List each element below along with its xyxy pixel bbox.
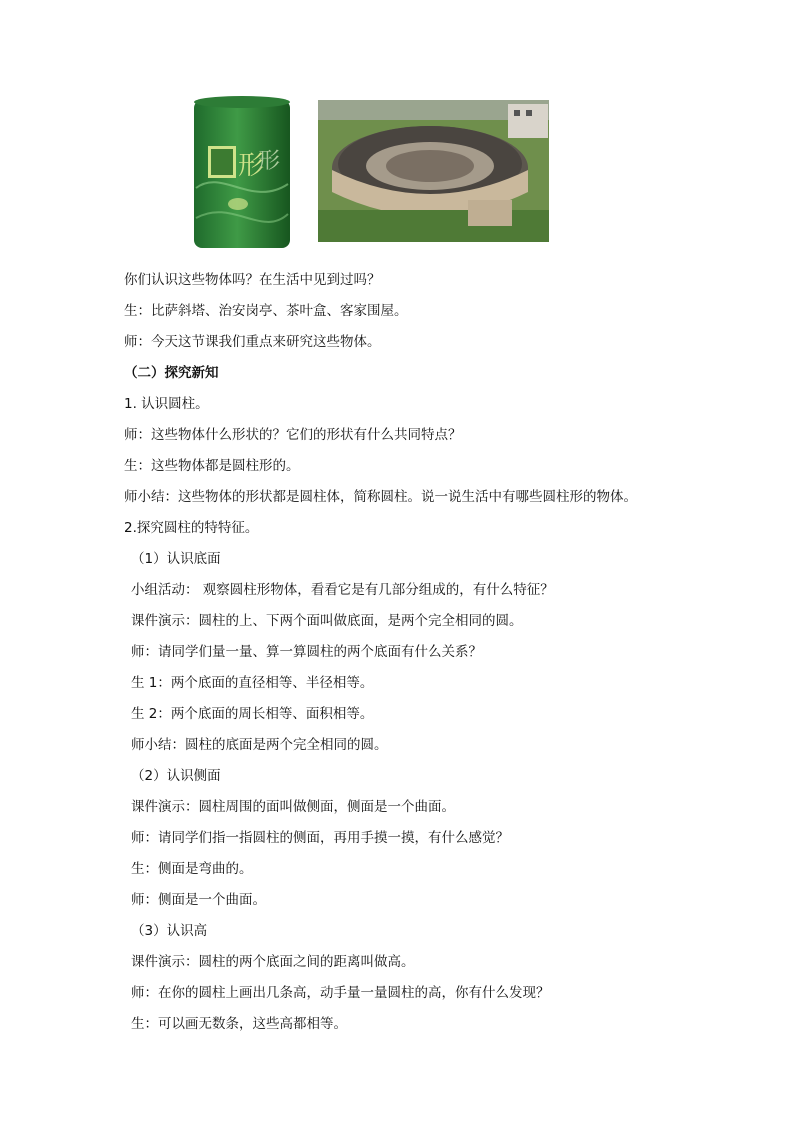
intro-teacher-line: 师：今天这节课我们重点来研究这些物体。 bbox=[124, 334, 381, 350]
intro-question: 你们认识这些物体吗？在生活中见到过吗？ bbox=[124, 272, 381, 288]
tulou-aerial-image bbox=[318, 100, 549, 242]
tea-canister-image bbox=[172, 88, 336, 254]
part1-title: （1）认识底面 bbox=[131, 551, 221, 567]
part2-title: （2）认识侧面 bbox=[131, 768, 221, 784]
part1-line: 师小结：圆柱的底面是两个完全相同的圆。 bbox=[131, 737, 388, 753]
intro-student-answer: 生：比萨斜塔、治安岗亭、茶叶盒、客家围屋。 bbox=[124, 303, 408, 319]
part1-line: 生 1：两个底面的直径相等、半径相等。 bbox=[131, 675, 374, 691]
part3-line: 课件演示：圆柱的两个底面之间的距离叫做高。 bbox=[131, 954, 415, 970]
step1-line: 师小结：这些物体的形状都是圆柱体，简称圆柱。说一说生活中有哪些圆柱形的物体。 bbox=[124, 489, 637, 505]
can-text: 形 bbox=[238, 151, 265, 181]
part1-line: 小组活动： 观察圆柱形物体，看看它是有几部分组成的，有什么特征？ bbox=[131, 582, 554, 598]
section-heading: （二）探究新知 bbox=[124, 365, 219, 381]
part2-line: 课件演示：圆柱周围的面叫做侧面，侧面是一个曲面。 bbox=[131, 799, 455, 815]
part2-line: 生：侧面是弯曲的。 bbox=[131, 861, 253, 877]
step1-title: 1. 认识圆柱。 bbox=[124, 396, 209, 412]
part3-line: 师：在你的圆柱上画出几条高，动手量一量圆柱的高，你有什么发现？ bbox=[131, 985, 550, 1001]
part1-line: 生 2：两个底面的周长相等、面积相等。 bbox=[131, 706, 374, 722]
part1-line: 师：请同学们量一量、算一算圆柱的两个底面有什么关系？ bbox=[131, 644, 482, 660]
part3-title: （3）认识高 bbox=[131, 923, 208, 939]
part2-line: 师：请同学们指一指圆柱的侧面，再用手摸一摸，有什么感觉？ bbox=[131, 830, 509, 846]
step1-line: 生：这些物体都是圆柱形的。 bbox=[124, 458, 300, 474]
part3-line: 生：可以画无数条，这些高都相等。 bbox=[131, 1016, 347, 1032]
part1-line: 课件演示：圆柱的上、下两个面叫做底面，是两个完全相同的圆。 bbox=[131, 613, 523, 629]
svg-text:形: 形 bbox=[258, 149, 281, 174]
step1-line: 师：这些物体什么形状的？它们的形状有什么共同特点？ bbox=[124, 427, 462, 443]
part2-line: 师：侧面是一个曲面。 bbox=[131, 892, 266, 908]
step2-title: 2.探究圆柱的特特征。 bbox=[124, 520, 259, 536]
